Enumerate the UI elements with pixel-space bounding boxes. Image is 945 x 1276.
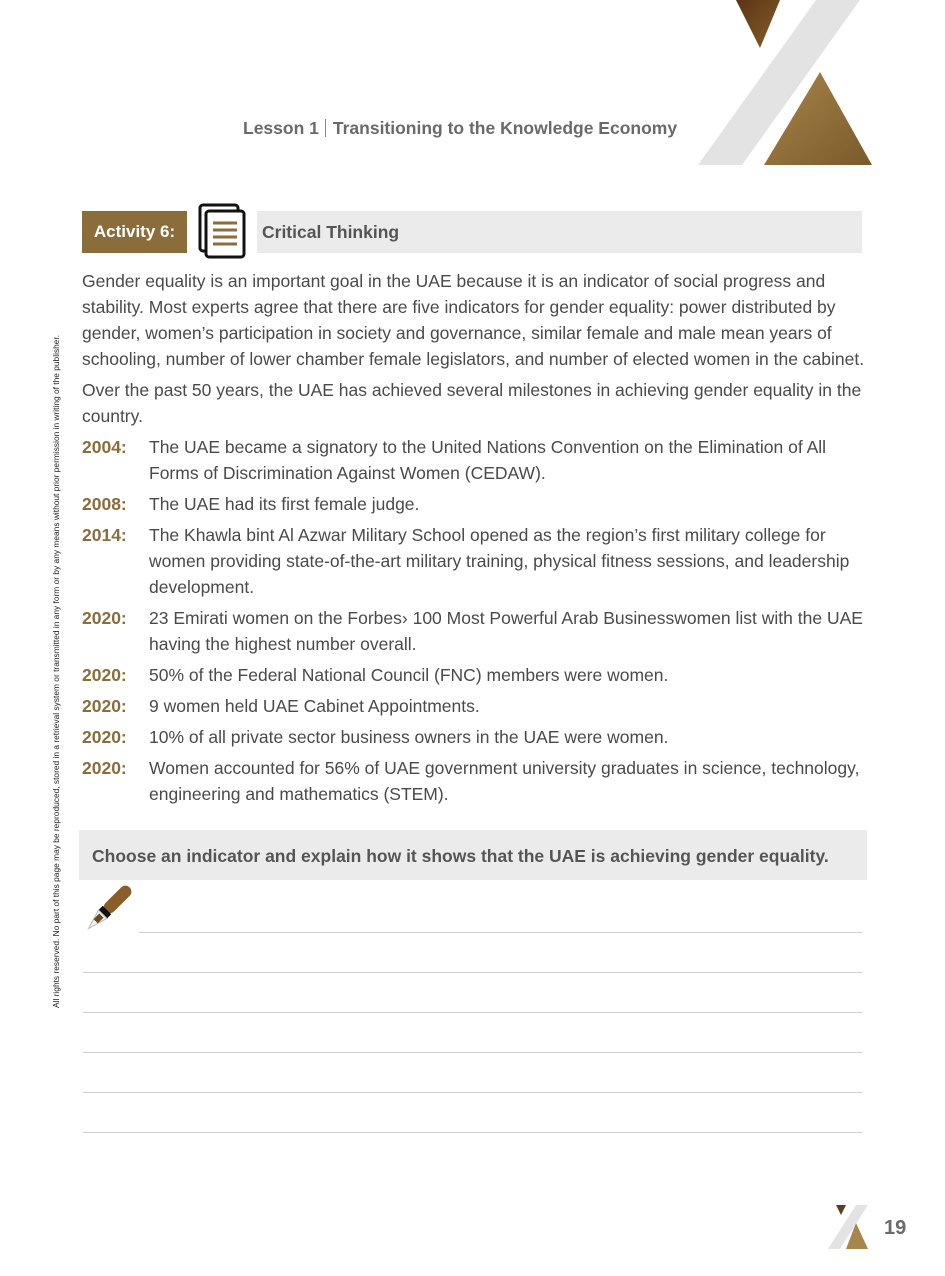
milestone-year: 2004: — [82, 437, 127, 457]
activity-title: Critical Thinking — [262, 222, 400, 242]
lesson-title: Transitioning to the Knowledge Economy — [332, 118, 678, 138]
answer-line[interactable] — [139, 932, 862, 933]
milestone-text: Women accounted for 56% of UAE government university graduates in science, technology, engineering and mathematics (STEM). — [149, 758, 860, 804]
copyright-notice: All rights reserved. No part of this page may be reproduced, stored in a retrieval system or transmitted in any form or by any means without prior permission in writing of the publisher. — [51, 334, 61, 1008]
footer-decoration — [826, 1205, 872, 1251]
answer-line[interactable] — [83, 972, 862, 973]
milestone-year: 2020: — [82, 665, 127, 685]
milestone-item — [82, 693, 872, 719]
milestone-text: The UAE became a signatory to the United Nations Convention on the Elimination of All Forms of Discrimination Against Women (CEDAW). — [149, 437, 827, 483]
question-prompt: Choose an indicator and explain how it shows that the UAE is achieving gender equality. — [92, 846, 829, 866]
milestone-year: 2020: — [82, 727, 127, 747]
milestone-year: 2020: — [82, 608, 127, 628]
milestone-list — [82, 434, 872, 807]
milestone-item — [82, 605, 872, 657]
milestone-item — [82, 662, 872, 688]
milestone-year: 2008: — [82, 494, 127, 514]
answer-line[interactable] — [83, 1132, 862, 1133]
lesson-header — [243, 118, 677, 139]
milestone-text: 9 women held UAE Cabinet Appointments. — [149, 696, 480, 716]
intro-paragraph: Gender equality is an important goal in the UAE because it is an indicator of social progress and stability. Most experts agree that there are five indicators for gender equality: power distributed by gender, women’s participation in society and governance, similar female and male mean years of schooling, number of lower chamber female legislators, and number of elected women in the cabinet. — [82, 271, 865, 369]
milestone-item — [82, 755, 872, 807]
activity-body — [82, 268, 872, 812]
lesson-number: Lesson 1 — [243, 118, 319, 138]
milestone-year: 2014: — [82, 525, 127, 545]
milestone-text: 10% of all private sector business owners in the UAE were women. — [149, 727, 669, 747]
page-number: 19 — [884, 1217, 907, 1239]
header-divider — [325, 119, 326, 137]
milestone-year: 2020: — [82, 696, 127, 716]
question-bar — [79, 830, 867, 880]
answer-line[interactable] — [83, 1012, 862, 1013]
corner-decoration — [690, 0, 880, 170]
milestones-intro: Over the past 50 years, the UAE has achieved several milestones in achieving gender equality in the country. — [82, 380, 862, 426]
pen-icon — [78, 882, 136, 938]
milestone-year: 2020: — [82, 758, 127, 778]
milestone-text: The Khawla bint Al Azwar Military School opened as the region’s first military college for women providing state-of-the-art military training, physical fitness sessions, and leadership development. — [149, 525, 850, 597]
activity-label: Activity 6: — [82, 211, 187, 253]
milestone-text: 50% of the Federal National Council (FNC) members were women. — [149, 665, 669, 685]
answer-line[interactable] — [83, 1092, 862, 1093]
milestone-item — [82, 522, 872, 600]
document-icon — [196, 203, 248, 259]
milestone-item — [82, 434, 872, 486]
milestone-text: The UAE had its first female judge. — [149, 494, 420, 514]
milestone-item — [82, 491, 872, 517]
milestone-text: 23 Emirati women on the Forbes› 100 Most Powerful Arab Businesswomen list with the UAE having the highest number overall. — [149, 608, 863, 654]
milestone-item — [82, 724, 872, 750]
answer-line[interactable] — [83, 1052, 862, 1053]
activity-title-bar — [257, 211, 862, 253]
